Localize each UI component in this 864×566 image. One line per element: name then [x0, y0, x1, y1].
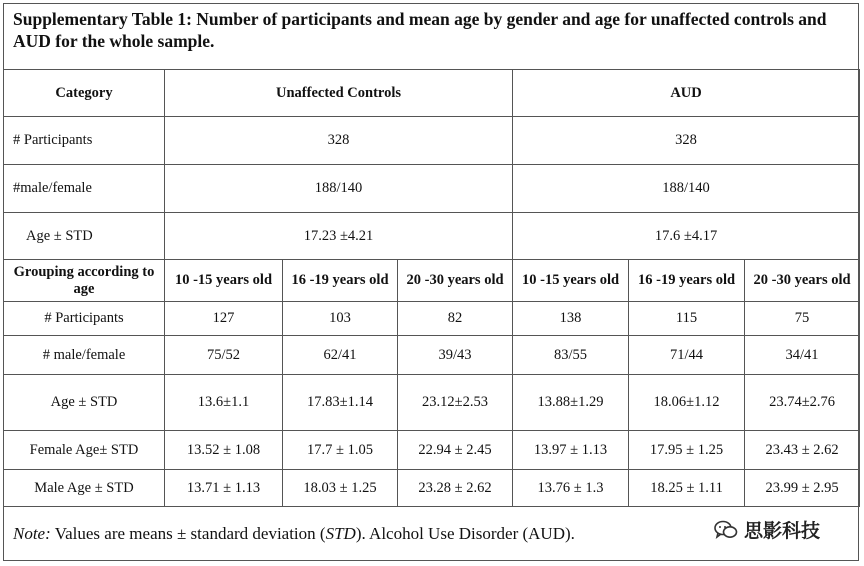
table-cell: 13.97 ± 1.13: [513, 431, 629, 470]
summary-row: [4, 117, 860, 165]
wechat-icon: [714, 520, 738, 540]
row-label: Male Age ± STD: [4, 470, 165, 507]
table-cell: 23.99 ± 2.95: [745, 470, 860, 507]
table-cell: 18.25 ± 1.11: [629, 470, 745, 507]
age-group-header: 10 -15 years old: [165, 260, 283, 302]
table-cell: 23.12±2.53: [398, 375, 513, 431]
age-group-header: 20 -30 years old: [398, 260, 513, 302]
summary-controls-value: 328: [165, 117, 513, 165]
row-label: Age ± STD: [4, 375, 165, 431]
note-std: STD: [325, 524, 356, 543]
table-cell: 13.88±1.29: [513, 375, 629, 431]
table-cell: 17.95 ± 1.25: [629, 431, 745, 470]
watermark-text: 思影科技: [744, 520, 821, 542]
group-row: [4, 470, 860, 507]
summary-controls-value: 17.23 ±4.21: [165, 213, 513, 260]
table-cell: 75/52: [165, 336, 283, 375]
note-text-before: Values are means ± standard deviation (: [50, 524, 326, 543]
note-text-after: ). Alcohol Use Disorder (AUD).: [355, 524, 575, 543]
watermark: [714, 516, 820, 543]
group-row: [4, 302, 860, 336]
table-cell: 34/41: [745, 336, 860, 375]
table-cell: 62/41: [283, 336, 398, 375]
table-cell: 18.03 ± 1.25: [283, 470, 398, 507]
table-cell: 13.71 ± 1.13: [165, 470, 283, 507]
summary-row: [4, 213, 860, 260]
table-cell: 23.43 ± 2.62: [745, 431, 860, 470]
table-cell: 18.06±1.12: [629, 375, 745, 431]
table-note: [13, 524, 575, 544]
group-row: [4, 431, 860, 470]
table-cell: 138: [513, 302, 629, 336]
table-cell: 23.28 ± 2.62: [398, 470, 513, 507]
summary-aud-value: 17.6 ±4.17: [513, 213, 860, 260]
table-cell: 13.6±1.1: [165, 375, 283, 431]
table-cell: 17.7 ± 1.05: [283, 431, 398, 470]
header-aud: AUD: [513, 70, 860, 117]
grouping-label: Grouping according to age: [4, 260, 165, 302]
row-label: # male/female: [4, 336, 165, 375]
table-cell: 103: [283, 302, 398, 336]
note-label: Note:: [13, 524, 51, 543]
table-cell: 22.94 ± 2.45: [398, 431, 513, 470]
summary-controls-value: 188/140: [165, 165, 513, 213]
age-group-header: 10 -15 years old: [513, 260, 629, 302]
table-title: Supplementary Table 1: Number of participants and mean age by gender and age for unaffected controls and AUD for the whole sample.: [13, 9, 827, 51]
group-row: [4, 375, 860, 431]
summary-aud-value: 328: [513, 117, 860, 165]
group-row: [4, 336, 860, 375]
table-cell: 75: [745, 302, 860, 336]
row-label: # Participants: [4, 117, 165, 165]
header-category: Category: [4, 70, 165, 117]
age-group-header: 20 -30 years old: [745, 260, 860, 302]
age-group-header: 16 -19 years old: [283, 260, 398, 302]
table-cell: 127: [165, 302, 283, 336]
row-label: #male/female: [4, 165, 165, 213]
summary-row: [4, 165, 860, 213]
age-group-header-row: [4, 260, 860, 302]
table-cell: 23.74±2.76: [745, 375, 860, 431]
row-label: Age ± STD: [4, 213, 165, 260]
table-cell: 39/43: [398, 336, 513, 375]
table-cell: 13.52 ± 1.08: [165, 431, 283, 470]
table-cell: 83/55: [513, 336, 629, 375]
header-row: [4, 70, 860, 117]
summary-aud-value: 188/140: [513, 165, 860, 213]
table-cell: 13.76 ± 1.3: [513, 470, 629, 507]
row-label: # Participants: [4, 302, 165, 336]
table-cell: 17.83±1.14: [283, 375, 398, 431]
header-controls: Unaffected Controls: [165, 70, 513, 117]
row-label: Female Age± STD: [4, 431, 165, 470]
age-group-header: 16 -19 years old: [629, 260, 745, 302]
table-cell: 115: [629, 302, 745, 336]
data-table: [3, 69, 860, 507]
table-cell: 71/44: [629, 336, 745, 375]
table-cell: 82: [398, 302, 513, 336]
